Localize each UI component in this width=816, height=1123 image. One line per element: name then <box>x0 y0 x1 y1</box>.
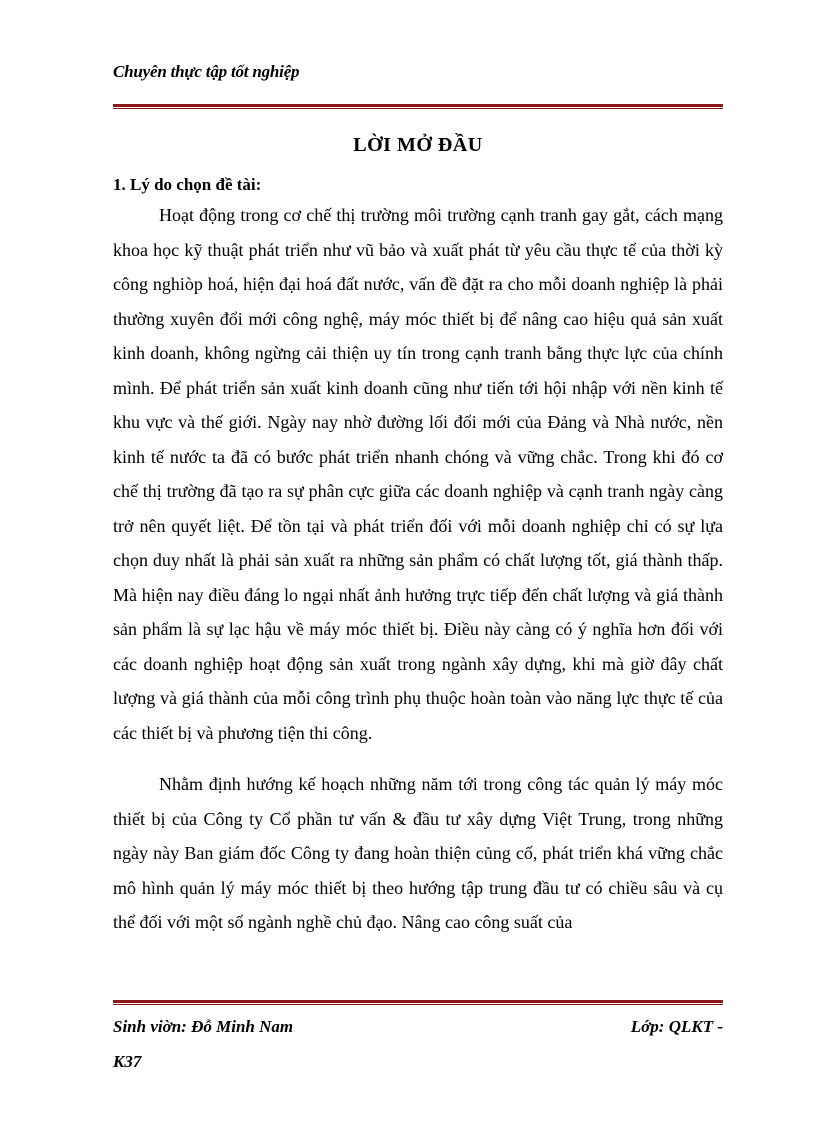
header-divider <box>113 104 723 109</box>
paragraph-1: Hoạt động trong cơ chế thị trường môi trường cạnh tranh gay gắt, cách mạng khoa học kỹ thuật phát triển như vũ bảo và xuất phát từ yêu cầu thực tế của thời kỳ công nghiòp hoá, hiện đại hoá đất nước, vấn đề đặt ra cho mỗi doanh nghiệp là phải thường xuyên đổi mới công nghệ, máy móc thiết bị để nâng cao hiệu quả sản xuất kinh doanh, không ngừng cải thiện uy tín trong cạnh tranh bằng thực lực của chính mình. Để phát triển sản xuất kinh doanh cũng như tiến tới hội nhập với nền kinh tế khu vực và thế giới. Ngày nay nhờ đường lối đổi mới của Đảng và Nhà nước, nền kinh tế nước ta đã có bước phát triển nhanh chóng và vững chắc. Trong khi đó cơ chế thị trường đã tạo ra sự phân cực giữa các doanh nghiệp và cạnh tranh ngày càng trở nên quyết liệt. Để tồn tại và phát triển đối với mỗi doanh nghiệp chỉ có sự lựa chọn duy nhất là phải sản xuất ra những sản phẩm có chất lượng tốt, giá thành thấp. Mà hiện nay điều đáng lo ngại nhất ảnh hưởng trực tiếp đến chất lượng và giá thành sản phẩm là sự lạc hậu về máy móc thiết bị. Điều này càng có ý nghĩa hơn đối với các doanh nghiệp hoạt động sản xuất trong ngành xây dựng, khi mà giờ đây chất lượng và giá thành của mỗi công trình phụ thuộc hoàn toàn vào năng lực thực tế của các thiết bị và phương tiện thi công. <box>113 205 723 743</box>
running-header-title: Chuyên thực tập tốt nghiệp <box>113 62 300 81</box>
footer-author: Sinh viờn: Đỗ Minh Nam <box>113 1017 294 1036</box>
footer-class: Lớp: QLKT - <box>630 1017 723 1036</box>
footer-class-continuation: K37 <box>113 1052 142 1071</box>
section-heading: 1. Lý do chọn đề tài: <box>113 175 262 194</box>
page-title: LỜI MỞ ĐẦU <box>353 134 483 156</box>
footer-divider <box>113 1000 723 1005</box>
paragraph-2: Nhằm định hướng kế hoạch những năm tới trong công tác quản lý máy móc thiết bị của Công ty Cổ phần tư vấn & đầu tư xây dựng Việt Trung, trong những ngày này Ban giám đốc Công ty đang hoàn thiện củng cố, phát triển khá vững chắc mô hình quản lý máy móc thiết bị theo hướng tập trung đầu tư có chiều sâu và cụ thể đối với một số ngành nghề chủ đạo. Nâng cao công suất của <box>113 774 723 932</box>
body-text <box>113 198 723 940</box>
